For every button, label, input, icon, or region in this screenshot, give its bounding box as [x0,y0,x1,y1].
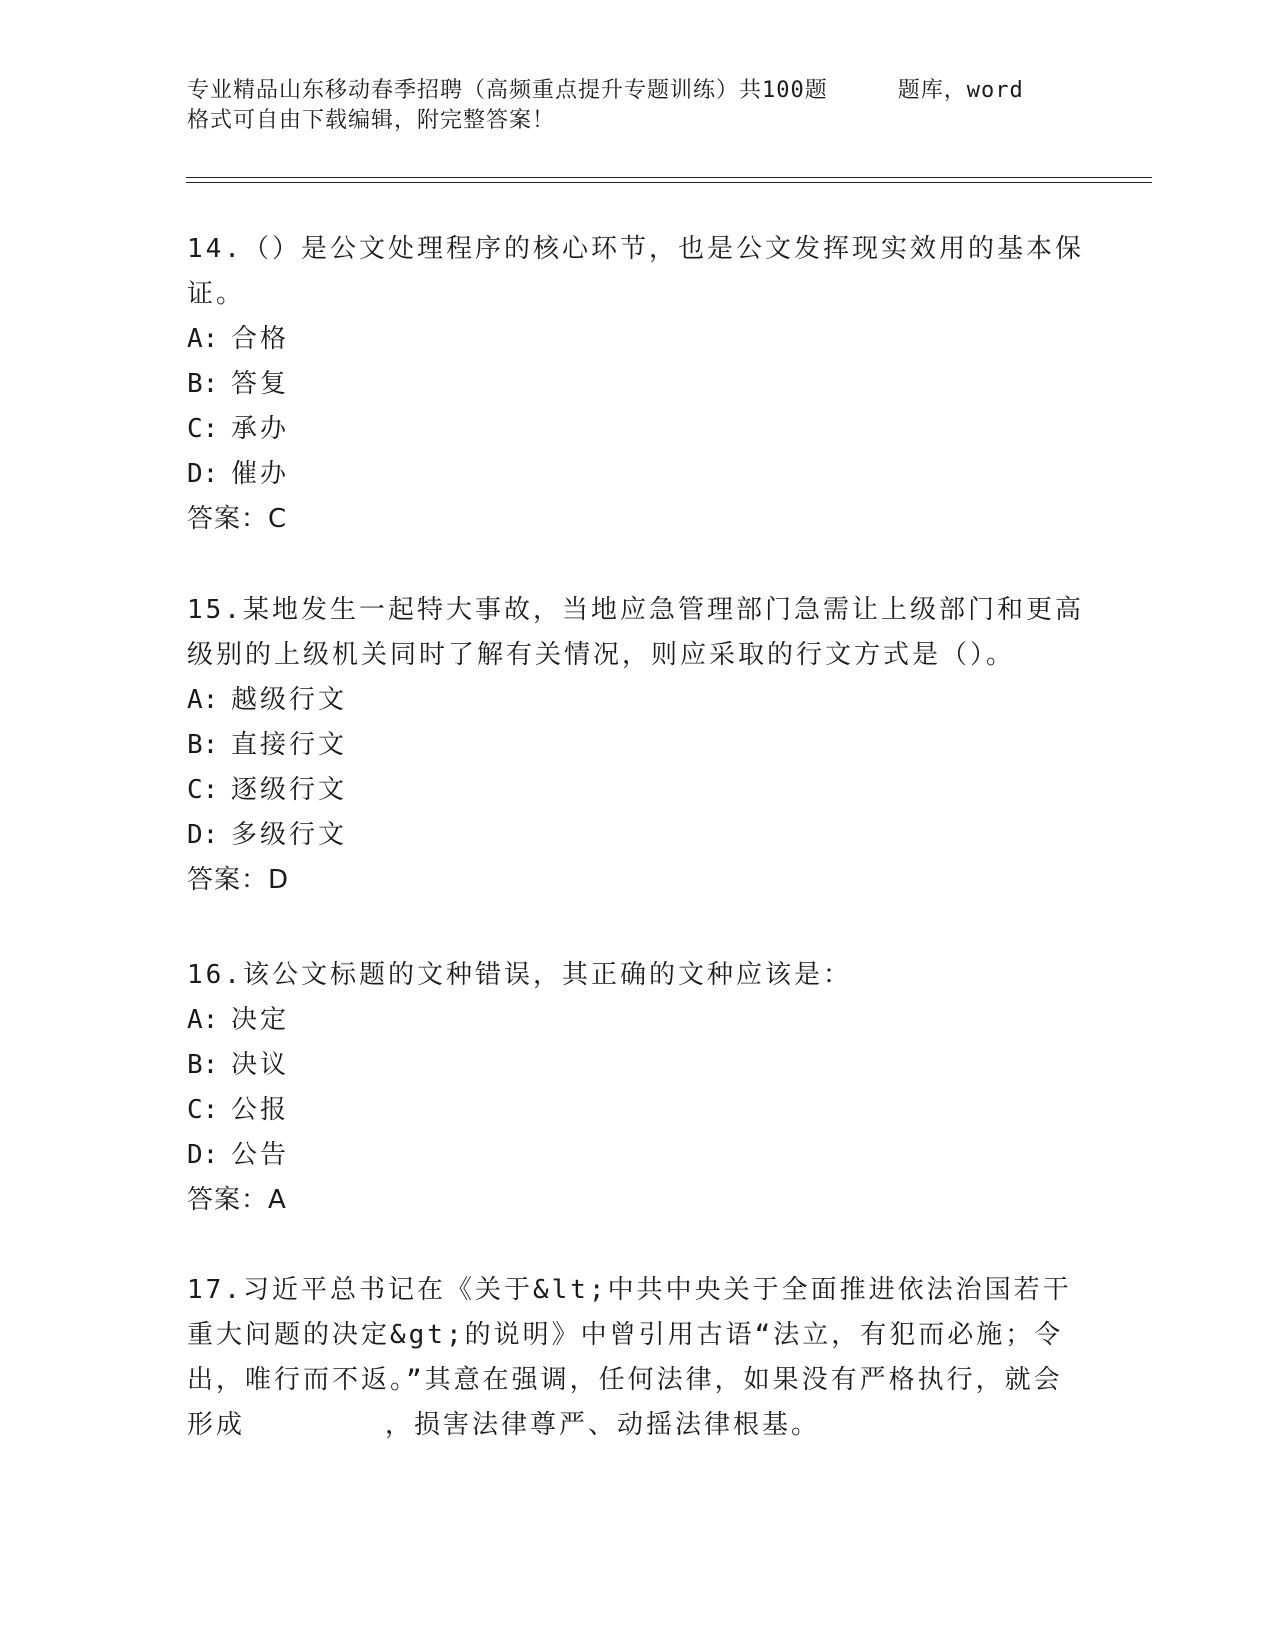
option-b: B: 决议 [187,1050,290,1080]
option-d: D: 催办 [187,459,290,489]
option-a: A: 合格 [187,324,290,354]
option-a: A: 决定 [187,1005,290,1035]
answer: 答案：D [187,865,290,895]
question-text: 16.该公文标题的文种错误，其正确的文种应该是： [187,960,852,990]
answer: 答案：C [187,504,288,534]
option-c: C: 公报 [187,1095,290,1125]
question-15 [187,588,1087,903]
option-a: A: 越级行文 [187,685,348,715]
question-text: 15.某地发生一起特大事故，当地应急管理部门急需让上级部门和更高级别的上级机关同时了解有关情况，则应采取的行文方式是（）。 [187,595,1084,670]
header-divider-bottom [186,182,1152,183]
question-14 [187,227,1087,542]
document-header [187,76,1087,136]
header-subtitle: 格式可自由下载编辑，附完整答案！ [187,108,556,133]
option-c: C: 逐级行文 [187,775,348,805]
option-b: B: 答复 [187,369,290,399]
question-text: 14.（）是公文处理程序的核心环节，也是公文发挥现实效用的基本保证。 [187,234,1084,309]
header-suffix: 题库，word [897,78,1024,103]
answer: 答案：A [187,1185,287,1215]
header-title: 专业精品山东移动春季招聘（高频重点提升专题训练）共100题 [187,78,828,103]
header-divider-top [186,177,1152,178]
option-d: D: 多级行文 [187,820,348,850]
question-16 [187,953,1087,1223]
option-c: C: 承办 [187,414,290,444]
option-b: B: 直接行文 [187,730,348,760]
question-17 [187,1268,1087,1448]
option-d: D: 公告 [187,1140,290,1170]
question-text: 17.习近平总书记在《关于&lt;中共中央关于全面推进依法治国若干重大问题的决定&gt;的说明》中曾引用古语“法立，有犯而必施；令出，唯行而不返。”其意在强调，任何法律，如果没有严格执行，就会形成 ，损害法律尊严、动摇法律根基。 [187,1275,1072,1440]
